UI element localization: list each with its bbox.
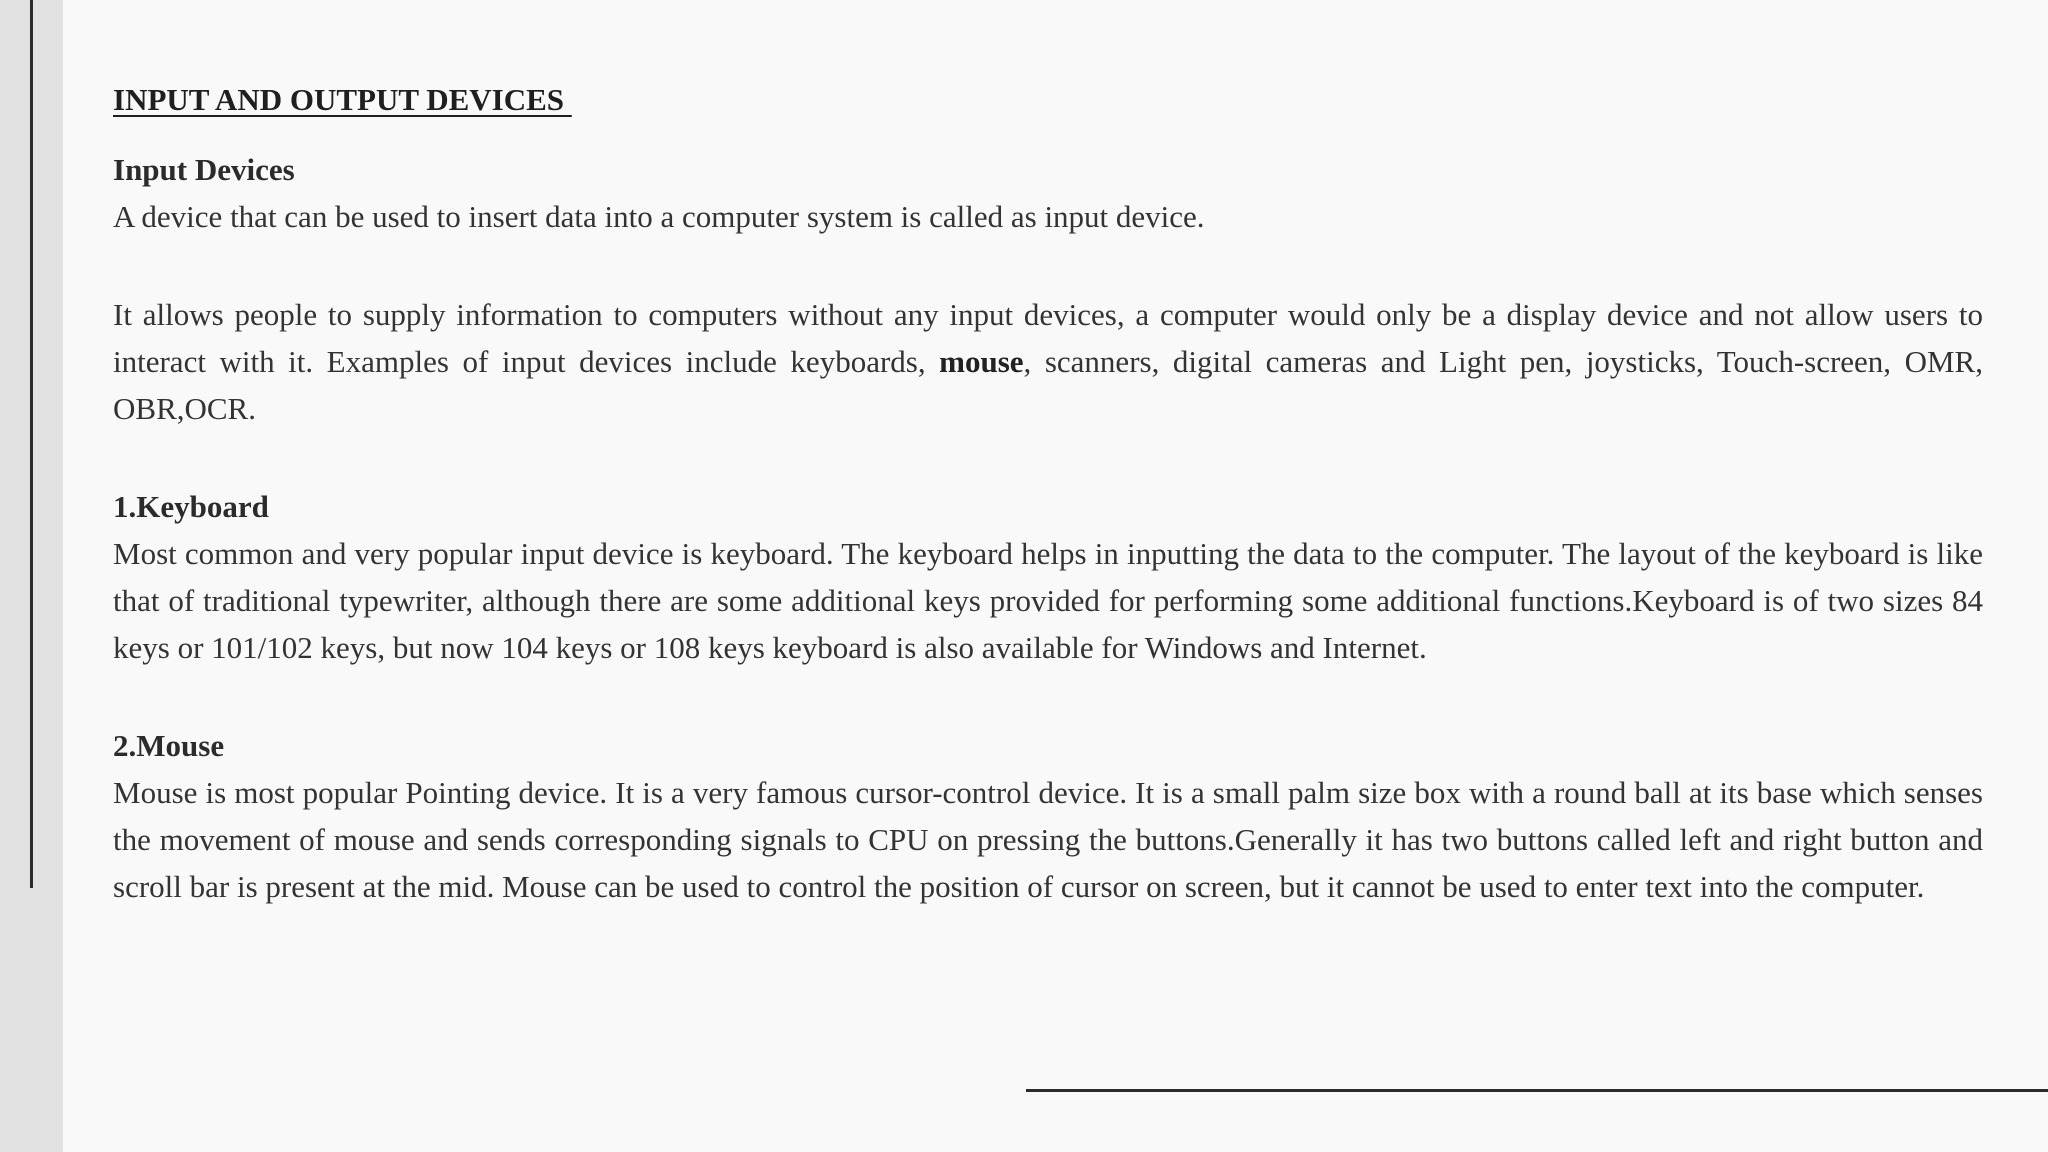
mouse-heading: 2.Mouse: [113, 728, 225, 763]
input-devices-definition: A device that can be used to insert data into a computer system is called as input device.: [113, 199, 1205, 234]
mouse-paragraph: Mouse is most popular Pointing device. It is a very famous cursor-control device. It is a small palm size box with a round ball at its base which senses the movement of mouse and sends corresponding signals to CPU on pressing the buttons.Generally it has two buttons called left and right button and scroll bar is present at the mid. Mouse can be used to control the position of cursor on screen, but it cannot be used to enter text into the computer.: [113, 775, 1983, 904]
spacer: [113, 122, 1983, 146]
document-title: INPUT AND OUTPUT DEVICES: [113, 82, 572, 117]
bottom-horizontal-rule: [1026, 1089, 2048, 1092]
keyboard-paragraph: Most common and very popular input device is keyboard. The keyboard helps in inputting the data to the computer. The layout of the keyboard is like that of traditional typewriter, although there are some additional keys provided for performing some additional functions.Keyboard is of two sizes 84 keys or 101/102 keys, but now 104 keys or 108 keys keyboard is also available for Windows and Internet.: [113, 536, 1983, 665]
spacer: [113, 671, 1983, 722]
input-devices-heading: Input Devices: [113, 152, 295, 187]
spacer: [113, 240, 1983, 291]
examples-text-start: It allows people to supply information to computers without any input devices, a computer would only be a display device and not allow users to interact with it. Examples of input devices include keyboards,: [113, 297, 1983, 379]
examples-bold-mouse: mouse: [939, 344, 1024, 379]
input-devices-examples: [113, 291, 1983, 432]
spacer: [113, 432, 1983, 483]
examples-text-end: , scanners, digital cameras and Light pen, joysticks, Touch-screen, OMR, OBR,OCR.: [113, 344, 1983, 426]
left-vertical-rule: [30, 0, 33, 888]
keyboard-heading: 1.Keyboard: [113, 489, 269, 524]
document-body: [113, 78, 1983, 910]
